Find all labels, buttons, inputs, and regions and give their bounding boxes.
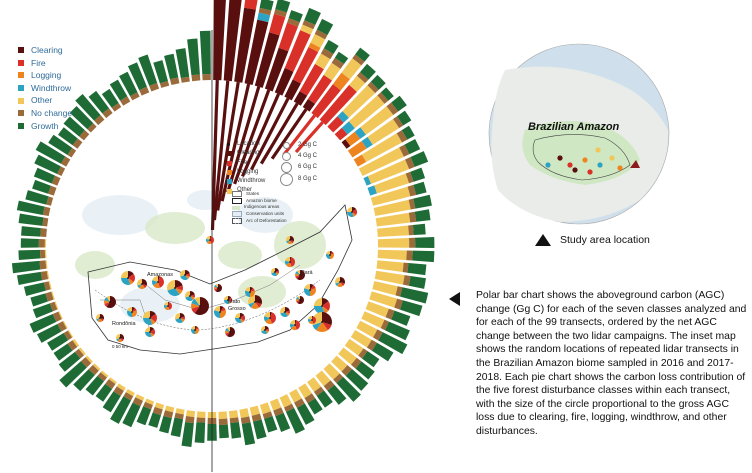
globe-pie-marker <box>595 147 600 152</box>
bar-segment-growth <box>230 422 241 439</box>
map-legend-label: States <box>246 191 260 196</box>
legend-swatch <box>18 72 24 78</box>
globe-pie-marker <box>582 157 587 162</box>
transect-location-dot <box>179 317 181 319</box>
transect-location-dot <box>157 281 159 283</box>
transect-bar <box>19 214 49 227</box>
legend-label: Growth <box>31 120 59 131</box>
bar-segment-other <box>378 238 409 248</box>
pie-legend-swatch <box>227 151 232 156</box>
legend-item-logging <box>18 69 72 82</box>
state-label-amazonas: Amazonas <box>147 272 173 278</box>
bar-segment-growth <box>264 416 277 433</box>
legend-label: Clearing <box>31 45 63 55</box>
bar-segment-growth <box>415 209 431 221</box>
transect-pie <box>175 313 185 323</box>
legend-item-growth <box>18 120 72 133</box>
bar-segment-growth <box>30 293 48 306</box>
bar-segment-no-change <box>40 228 47 237</box>
bar-segment-no-change <box>40 250 45 259</box>
bar-segment-no-change <box>191 74 200 81</box>
transect-location-dot <box>274 271 276 273</box>
legend-label: Fire <box>31 57 46 68</box>
globe-pie <box>617 165 622 170</box>
pie-legend-label: Logging <box>237 168 259 175</box>
bar-segment-growth <box>219 425 229 439</box>
pie-legend-item-windthrow <box>227 177 265 186</box>
transect-pie <box>145 327 155 337</box>
transect-location-dot <box>284 311 286 313</box>
globe-pie-marker <box>597 162 602 167</box>
size-label: 8 Gg C <box>298 176 318 182</box>
map-legend <box>232 191 287 225</box>
bar-segment-other <box>186 410 195 417</box>
bar-segment-growth <box>413 224 426 235</box>
bar-segment-no-change <box>219 419 228 426</box>
bar-segment-growth <box>24 282 46 296</box>
bar-segment-growth <box>17 272 42 285</box>
map-legend-swatch <box>232 211 242 217</box>
pie-legend-item-location <box>227 140 265 149</box>
bar-segment-growth <box>181 422 193 447</box>
map-legend-item <box>232 218 287 225</box>
bar-segment-no-change <box>39 239 45 248</box>
transect-bar <box>377 224 426 237</box>
size-circle <box>282 152 291 161</box>
globe-pie-marker <box>617 165 622 170</box>
bar-segment-no-change <box>39 260 46 269</box>
globe-pie <box>587 169 592 174</box>
globe-pie-marker <box>545 162 550 167</box>
transect-pie <box>191 326 199 334</box>
map-scale-label: 0 50 km <box>112 344 129 349</box>
legend-label: No change <box>31 107 73 118</box>
transect-pie <box>347 207 357 217</box>
pie-legend-label: Location <box>237 141 260 147</box>
transect-bar <box>195 411 206 443</box>
bar-segment-growth <box>413 195 432 209</box>
transect-location-dot <box>209 239 211 241</box>
globe-pie <box>582 157 587 162</box>
transect-pie <box>245 287 255 297</box>
transect-pie <box>167 280 183 296</box>
transect-pie <box>180 270 190 280</box>
globe-region-label: Brazilian Amazon <box>528 121 620 133</box>
transect-location-dot <box>109 301 111 303</box>
map-legend-swatch <box>232 198 242 204</box>
pie-legend-item-logging <box>227 168 265 177</box>
transect-pie <box>116 334 124 342</box>
pie-legend-label: Fire <box>237 159 248 166</box>
map-legend-item <box>232 198 287 205</box>
bar-segment-fire <box>269 14 285 36</box>
globe-pie <box>572 167 577 172</box>
transect-bar <box>21 238 46 247</box>
transect-bar <box>12 260 48 273</box>
globe-pie-marker <box>572 167 577 172</box>
size-circle <box>280 173 293 186</box>
bar-segment-growth <box>19 214 44 226</box>
size-legend-item <box>280 162 317 173</box>
transect-location-dot <box>189 295 191 297</box>
transect-location-dot <box>149 317 151 319</box>
size-label: 2 Gg C <box>298 142 318 148</box>
transect-location-dot <box>184 274 186 276</box>
transect-pie <box>225 327 235 337</box>
globe-pie <box>557 155 562 160</box>
transect-pie <box>96 314 104 322</box>
bar-segment-growth <box>409 276 426 289</box>
transect-pie <box>264 312 276 324</box>
globe-pie-marker <box>609 155 614 160</box>
globe-pie-marker <box>587 169 592 174</box>
pie-legend-swatch <box>227 143 230 146</box>
legend-swatch <box>18 60 24 66</box>
bar-segment-growth <box>407 263 426 275</box>
bar-segment-growth <box>195 422 206 443</box>
legend-item-windthrow <box>18 82 72 95</box>
legend-swatch <box>18 98 24 104</box>
map-legend-swatch <box>232 191 242 197</box>
transect-location-dot <box>141 283 143 285</box>
bar-segment-no-change <box>406 250 412 260</box>
map-legend-label: Amazon biome <box>246 197 277 203</box>
pie-legend-label: Other <box>237 187 253 194</box>
transect-location-dot <box>264 329 266 331</box>
bar-segment-growth <box>253 419 267 439</box>
map-region <box>75 251 115 279</box>
study-area-caption <box>535 234 650 246</box>
bar-segment-growth <box>18 250 40 260</box>
bar-segment-no-change <box>408 225 414 235</box>
map-legend-swatch <box>232 218 242 224</box>
bar-segment-growth <box>21 238 39 247</box>
pie-legend-swatch <box>227 179 232 184</box>
bar-segment-no-change <box>202 74 211 80</box>
transect-location-dot <box>289 261 291 263</box>
legend-item-no-change <box>18 107 72 120</box>
bar-segment-growth <box>171 418 183 437</box>
transect-pie <box>143 311 157 325</box>
size-legend-item <box>280 151 317 162</box>
transect-pie <box>206 236 214 244</box>
transect-location-dot <box>321 321 323 323</box>
transect-bar <box>21 226 47 237</box>
bar-segment-other <box>197 411 206 418</box>
transect-bar <box>18 250 46 260</box>
transect-location-dot <box>299 299 301 301</box>
pie-legend-swatch <box>227 161 232 166</box>
transect-bar <box>218 411 229 438</box>
globe-pie <box>609 155 614 160</box>
legend-item-fire <box>18 57 72 70</box>
transect-pie <box>296 296 304 304</box>
transect-location-dot <box>194 329 196 331</box>
legend-label: Other <box>31 95 53 106</box>
map-region <box>274 221 326 269</box>
transect-location-dot <box>269 317 271 319</box>
size-legend-item <box>280 173 317 186</box>
transect-pie <box>214 284 222 292</box>
transect-pie <box>191 297 209 315</box>
transect-pie <box>308 316 316 324</box>
globe-pie-marker <box>567 162 572 167</box>
bar-segment-growth <box>242 422 255 445</box>
globe-pie <box>567 162 572 167</box>
transect-location-dot <box>351 211 353 213</box>
bar-segment-growth <box>12 261 40 273</box>
state-label-mato-grosso: Mato Grosso <box>228 299 246 312</box>
transect-location-dot <box>174 287 176 289</box>
transect-bar <box>200 31 211 80</box>
map-legend-label: Conservation units <box>246 211 285 217</box>
bar-segment-other <box>45 239 46 247</box>
transect-location-dot <box>289 239 291 241</box>
transect-location-dot <box>321 305 323 307</box>
bar-segment-no-change <box>409 238 415 248</box>
bar-segment-growth <box>148 413 161 428</box>
bar-segment-growth <box>176 48 190 78</box>
bar-segment-growth <box>159 416 172 433</box>
transect-pie <box>127 307 137 317</box>
study-area-globe <box>489 44 669 224</box>
size-label: 6 Gg C <box>298 164 318 170</box>
transect-bar <box>378 250 435 262</box>
state-label-rondonia: Rondônia <box>112 321 136 327</box>
map-legend-label: Arc of Deforestation <box>246 217 287 223</box>
transect-location-dot <box>127 277 129 279</box>
map-legend-label: Indigenous areas <box>244 204 280 210</box>
transect-location-dot <box>167 305 169 307</box>
legend-swatch <box>18 123 24 129</box>
transect-pie <box>280 307 290 317</box>
bar-segment-other <box>377 226 409 237</box>
bar-segment-growth <box>412 251 434 262</box>
transect-location-dot <box>254 301 256 303</box>
transect-location-dot <box>309 289 311 291</box>
transect-location-dot <box>199 305 201 307</box>
transect-location-dot <box>329 254 331 256</box>
legend-item-other <box>18 94 72 107</box>
size-circle <box>281 162 292 173</box>
bar-segment-other <box>229 410 238 418</box>
bar-segment-growth <box>391 311 410 326</box>
transect-pie <box>248 295 262 309</box>
globe-pie <box>597 162 602 167</box>
map-legend-item <box>232 211 287 218</box>
globe-pie-marker <box>557 155 562 160</box>
pie-legend-label: Windthrow <box>237 178 266 185</box>
map-legend-item <box>232 191 287 198</box>
bar-segment-other <box>239 408 249 418</box>
pie-legend-swatch <box>227 170 232 175</box>
transect-location-dot <box>339 281 341 283</box>
transect-location-dot <box>149 331 151 333</box>
bar-segment-other <box>378 250 407 260</box>
bar-segment-no-change <box>196 417 205 422</box>
legend-item-clearing <box>18 44 72 57</box>
transect-location-dot <box>119 337 121 339</box>
transect-pie <box>235 313 245 323</box>
map-legend-item <box>232 204 287 211</box>
transect-location-dot <box>239 317 241 319</box>
bar-segment-growth <box>187 39 200 76</box>
transect-pie <box>104 296 116 308</box>
transect-location-dot <box>217 287 219 289</box>
pie-class-legend <box>227 140 265 196</box>
figure-caption: Polar bar chart shows the aboveground carbon (AGC) change (Gg C) for each of the seven classes analyzed and for each of the 99 transects, ordered by the net AGC change between the two lidar campaigns. The inset map shows the random locations of repeated lidar transects in the Brazilian Amazon biome sampled in 2016 and 2017-2018. Each pie chart shows the carbon loss contribution of the five forest disturbance classes within each transect, with the size of the circle proportional to the gross AGC loss due to clearing, fire, logging, windthrow, and other disturbances. <box>476 290 747 437</box>
transect-bar <box>229 410 241 438</box>
transect-pie <box>314 298 330 314</box>
transect-pie <box>326 251 334 259</box>
transect-pie <box>335 277 345 287</box>
transect-pie <box>285 257 295 267</box>
transect-location-dot <box>99 317 101 319</box>
transect-bar <box>378 237 435 248</box>
globe-pie <box>545 162 550 167</box>
transect-location-dot <box>249 291 251 293</box>
transect-location-dot <box>311 319 313 321</box>
map-legend-swatch <box>232 206 240 210</box>
legend-swatch <box>18 47 24 53</box>
legend-swatch <box>18 85 24 91</box>
pie-legend-item-fire <box>227 159 265 168</box>
transect-pie <box>214 306 226 318</box>
transect-pie <box>271 268 279 276</box>
bar-segment-growth <box>21 226 41 236</box>
class-legend <box>18 44 72 132</box>
left-triangle-icon <box>449 292 460 306</box>
bar-segment-other <box>218 411 227 419</box>
legend-label: Logging <box>31 70 62 81</box>
transect-pie <box>290 320 300 330</box>
transect-pie <box>286 236 294 244</box>
legend-swatch <box>18 110 24 116</box>
pie-legend-item-clearing <box>227 149 265 158</box>
bar-segment-no-change <box>185 416 194 423</box>
transect-pie <box>164 302 172 310</box>
transect-pie <box>137 279 147 289</box>
size-legend-item <box>280 140 317 151</box>
transect-bar <box>187 39 200 82</box>
study-area-label: Study area location <box>560 234 650 246</box>
transect-location-dot <box>229 331 231 333</box>
globe-pie <box>595 147 600 152</box>
transect-pie <box>261 326 269 334</box>
up-triangle-icon <box>535 234 551 246</box>
map-region <box>145 212 205 244</box>
bar-segment-growth <box>200 31 211 74</box>
size-label: 4 Gg C <box>298 153 318 159</box>
transect-location-dot <box>219 311 221 313</box>
pie-legend-label: Clearing <box>237 150 260 157</box>
transect-location-dot <box>131 311 133 313</box>
transect-pie <box>185 291 195 301</box>
transect-pie <box>121 271 135 285</box>
transect-pie <box>304 284 316 296</box>
pie-size-legend <box>280 140 317 186</box>
legend-label: Windthrow <box>31 82 72 93</box>
transect-location-dot <box>294 324 296 326</box>
state-label-para: Pará <box>301 270 313 276</box>
size-circle <box>283 142 290 149</box>
bar-segment-other <box>376 260 403 272</box>
bar-segment-growth <box>415 237 434 248</box>
